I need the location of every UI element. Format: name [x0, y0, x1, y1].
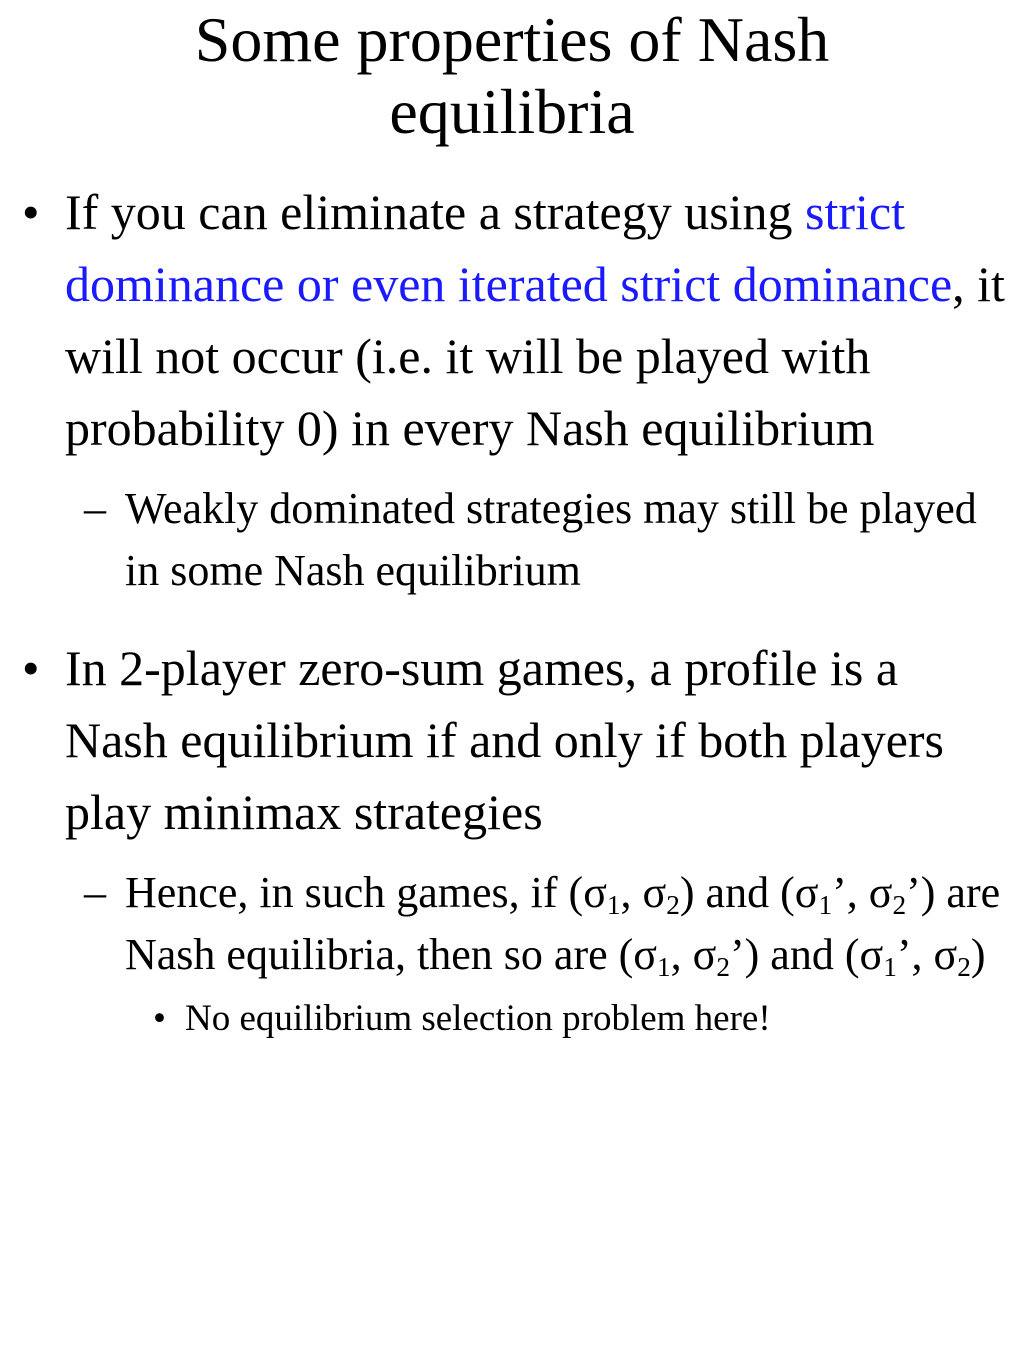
sub-bullet-weak-dominance [0, 478, 1024, 602]
slide-title-line-2: equilibria [389, 76, 635, 147]
highlighted-phrase: strict dominance or even iterated strict dominance [65, 184, 953, 312]
bullet-marker: • [153, 998, 166, 1039]
dash-marker: – [84, 484, 106, 533]
dash-marker: – [84, 868, 106, 917]
bullet-marker: • [22, 640, 40, 696]
bullet-list [0, 176, 1024, 1044]
bullet-text: In 2-player zero-sum games, a profile is a Nash equilibrium if and only if both players play minimax strategies [65, 640, 945, 840]
slide-title-line-1: Some properties of Nash [194, 4, 830, 75]
bullet-text-before: If you can eliminate a strategy using [65, 184, 806, 240]
sub-sub-bullet-text: No equilibrium selection problem here! [185, 998, 771, 1039]
bullet-strict-dominance [0, 176, 1024, 464]
bullet-text-after: , it will not occur (i.e. it will be played with probability 0) in every Nash equilibrium [65, 256, 1005, 456]
bullet-zero-sum [0, 632, 1024, 848]
sub-sub-bullet-no-selection [0, 994, 1024, 1044]
sub-bullet-text: Hence, in such games, if ($\sigma_1$, $\sigma_2$) and ($\sigma_1$’, $\sigma_2$’) are Nash equilibria, then so are ($\sigma_1$, $\sigma_2$’) and ($\sigma_1$’, $\sigma_2$) [125, 868, 1001, 982]
slide-title [0, 4, 1024, 148]
bullet-marker: • [22, 184, 40, 240]
sub-bullet-text: Weakly dominated strategies may still be played in some Nash equilibrium [125, 484, 977, 595]
sub-bullet-interchangeability [0, 862, 1024, 986]
